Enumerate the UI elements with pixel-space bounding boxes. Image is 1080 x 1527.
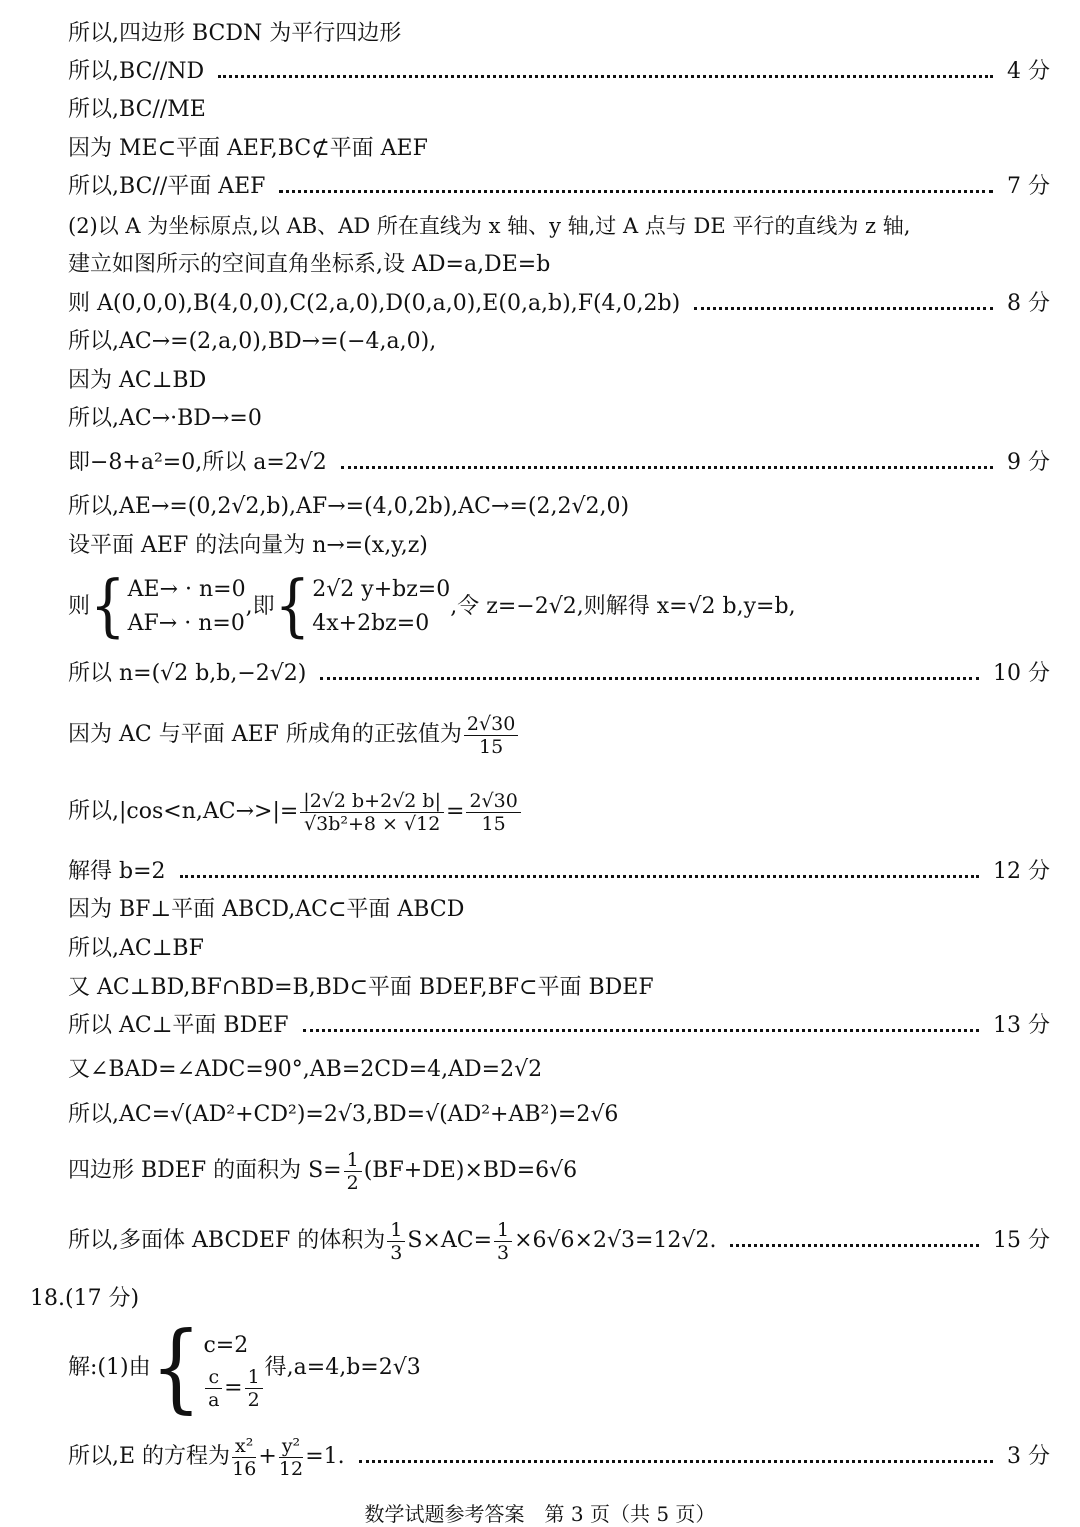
points-label: 15 分 <box>993 1228 1050 1253</box>
line-text: 所以,四边形 BCDN 为平行四边形 <box>68 21 402 46</box>
line-text: = <box>446 799 465 824</box>
numerator: 2√30 <box>464 713 518 736</box>
answer-line <box>68 173 1050 201</box>
line-text: 解得 b=2 <box>68 859 166 884</box>
line-text: 又∠BAD=∠ADC=90°,AB=2CD=4,AD=2√2 <box>68 1057 543 1082</box>
denominator: 12 <box>278 1457 304 1480</box>
line-text: 所以,多面体 ABCDEF 的体积为 <box>68 1228 386 1253</box>
points-label: 7 分 <box>1007 174 1050 199</box>
answer-line <box>68 896 1050 924</box>
brace-icon: { <box>274 567 311 646</box>
points-label: 9 分 <box>1007 450 1050 475</box>
question-number: 18.(17 分) <box>30 1286 140 1311</box>
answer-line <box>68 290 1050 318</box>
line-text: 解:(1)由 <box>68 1355 151 1380</box>
points-label: 8 分 <box>1007 291 1050 316</box>
answer-line <box>68 58 1050 86</box>
fraction <box>245 1366 263 1411</box>
line-text: (2)以 A 为坐标原点,以 AB、AD 所在直线为 x 轴、y 轴,过 A 点与 DE 平行的直线为 z 轴, <box>68 214 911 238</box>
answer-line <box>68 449 1050 477</box>
points-label: 3 分 <box>1007 1444 1050 1469</box>
line-text: ×6√6×2√3=12√2. <box>514 1228 717 1253</box>
line-text: 所以,BC//平面 AEF <box>68 174 266 199</box>
points-label: 10 分 <box>993 661 1050 686</box>
line-text: (BF+DE)×BD=6√6 <box>363 1158 578 1183</box>
points-label: 13 分 <box>993 1013 1050 1038</box>
denominator: 3 <box>497 1241 510 1264</box>
fraction <box>300 790 444 835</box>
line-text: ,即 <box>245 594 275 619</box>
points-label: 4 分 <box>1007 59 1050 84</box>
system-row: 2√2 y+bz=0 <box>312 577 451 602</box>
area-line <box>68 1144 1050 1198</box>
equation-system-line <box>68 567 1050 646</box>
answer-line <box>68 660 1050 688</box>
fraction <box>205 1366 222 1411</box>
numerator: 1 <box>344 1149 362 1172</box>
answer-line <box>68 1012 1050 1040</box>
line-text: ,令 z=−2√2,则解得 x=√2 b,y=b, <box>450 594 796 619</box>
denominator: 2 <box>346 1171 359 1194</box>
brace-icon: { <box>150 1311 202 1424</box>
ellipse-equation-line <box>68 1430 1050 1484</box>
answer-line <box>68 135 1050 163</box>
fraction <box>464 713 518 758</box>
line-text: 所以,AE→=(0,2√2,b),AF→=(4,0,2b),AC→=(2,2√2,0) <box>68 494 630 519</box>
line-text: 因为 AC 与平面 AEF 所成角的正弦值为 <box>68 722 462 747</box>
line-text: 又 AC⊥BD,BF∩BD=B,BD⊂平面 BDEF,BF⊂平面 BDEF <box>68 975 654 1000</box>
answer-line <box>68 1056 1050 1084</box>
answer-line <box>68 858 1050 886</box>
system-row: 4x+2bz=0 <box>312 611 430 636</box>
denominator: 15 <box>479 735 504 758</box>
answer-line <box>68 96 1050 124</box>
line-text: 因为 BF⊥平面 ABCD,AC⊂平面 ABCD <box>68 897 465 922</box>
answer-line <box>68 974 1050 1002</box>
fraction <box>279 1435 303 1480</box>
system-row: AF→ · n=0 <box>127 611 245 636</box>
system-row: AE→ · n=0 <box>127 577 246 602</box>
line-text: 所以 n=(√2 b,b,−2√2) <box>68 661 307 686</box>
denominator: 3 <box>390 1241 403 1264</box>
denominator: 2 <box>247 1388 260 1411</box>
line-text: 则 <box>68 594 91 619</box>
numerator: 1 <box>245 1366 263 1389</box>
denominator: 16 <box>232 1457 257 1480</box>
answer-line <box>68 251 1050 279</box>
line-text: 因为 ME⊂平面 AEF,BC⊄平面 AEF <box>68 136 428 161</box>
answer-line <box>68 367 1050 395</box>
system-rows <box>203 1326 264 1411</box>
line-text: 建立如图所示的空间直角坐标系,设 AD=a,DE=b <box>68 252 551 277</box>
fraction <box>387 1219 405 1264</box>
numerator: 1 <box>494 1219 512 1242</box>
line-text: 所以,AC=√(AD²+CD²)=2√3,BD=√(AD²+AB²)=2√6 <box>68 1102 619 1127</box>
line-text: =1. <box>305 1444 345 1469</box>
line-text: 所以,AC→=(2,a,0),BD→=(−4,a,0), <box>68 329 437 354</box>
fraction <box>466 790 520 835</box>
solution-line <box>68 1311 1050 1424</box>
line-text: 所以,BC//ND <box>68 59 205 84</box>
answer-line <box>68 405 1050 433</box>
line-text: = <box>224 1375 243 1400</box>
answer-line <box>68 1101 1050 1129</box>
denominator: 15 <box>481 812 506 835</box>
line-text: 所以,BC//ME <box>68 97 206 122</box>
numerator: |2√2 b+2√2 b| <box>300 790 444 813</box>
line-text: + <box>258 1444 277 1469</box>
answer-line <box>68 532 1050 560</box>
sine-line <box>68 708 1050 762</box>
line-text: 设平面 AEF 的法向量为 n→=(x,y,z) <box>68 533 428 558</box>
line-text: 四边形 BDEF 的面积为 S= <box>68 1158 342 1183</box>
line-text: 因为 AC⊥BD <box>68 368 207 393</box>
fraction <box>344 1149 362 1194</box>
page-footer: 数学试题参考答案 第 3 页（共 5 页） <box>364 1502 716 1526</box>
answer-line <box>68 493 1050 521</box>
numerator: x² <box>232 1435 256 1458</box>
line-text: 所以,|cos<n,AC→>|= <box>68 799 299 824</box>
system-right <box>312 573 450 641</box>
line-text: 即−8+a²=0,所以 a=2√2 <box>68 450 327 475</box>
numerator: y² <box>279 1435 303 1458</box>
numerator: 1 <box>387 1219 405 1242</box>
denominator: √3b²+8 × √12 <box>304 812 441 835</box>
numerator: 2√30 <box>466 790 520 813</box>
line-text: 所以,AC⊥BF <box>68 936 204 961</box>
system-row: c=2 <box>203 1332 249 1358</box>
answer-line <box>68 212 1050 240</box>
points-label: 12 分 <box>993 859 1050 884</box>
line-text: 所以,AC→·BD→=0 <box>68 406 262 431</box>
numerator: c <box>205 1366 222 1389</box>
system-left <box>128 573 246 641</box>
line-text: S×AC= <box>407 1228 493 1253</box>
denominator: a <box>208 1388 220 1411</box>
answer-line <box>68 935 1050 963</box>
volume-line <box>68 1214 1050 1268</box>
answer-line <box>68 20 1050 48</box>
brace-icon: { <box>90 567 126 646</box>
system-row <box>203 1366 264 1411</box>
answer-line <box>68 328 1050 356</box>
fraction <box>494 1219 512 1264</box>
line-text: 所以 AC⊥平面 BDEF <box>68 1013 289 1038</box>
line-text: 得,a=4,b=2√3 <box>264 1355 421 1380</box>
fraction <box>232 1435 256 1480</box>
line-text: 所以,E 的方程为 <box>68 1444 231 1469</box>
cosine-line <box>68 782 1050 842</box>
line-text: 则 A(0,0,0),B(4,0,0),C(2,a,0),D(0,a,0),E(0,a,b),F(4,0,2b) <box>68 291 681 316</box>
